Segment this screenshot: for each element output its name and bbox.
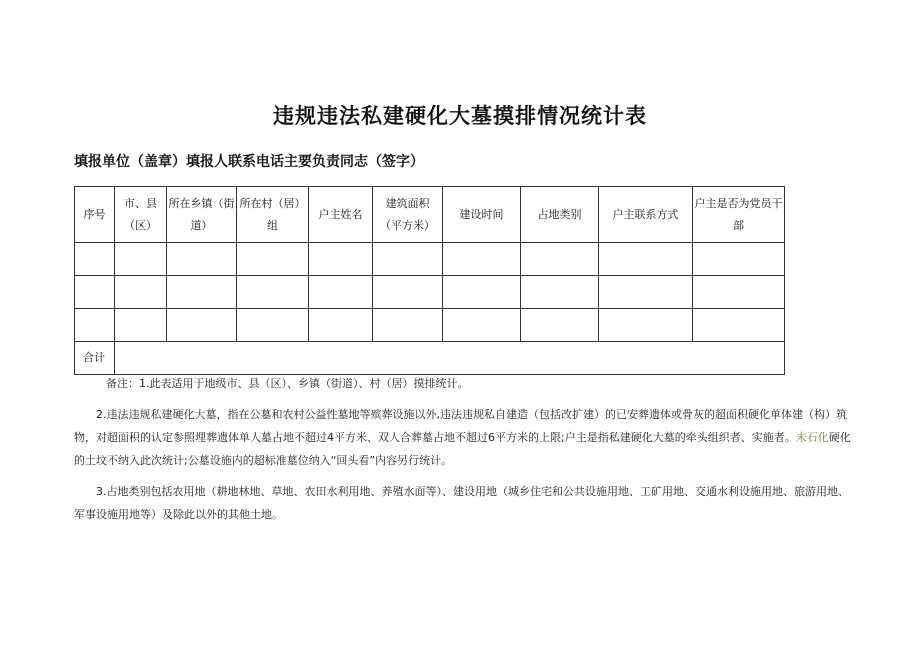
table-cell[interactable] [373,276,443,309]
document-title: 违规违法私建硬化大墓摸排情况统计表 [273,104,647,128]
table-cell[interactable] [521,309,599,342]
table-cell[interactable] [309,309,373,342]
table-cell[interactable] [443,309,521,342]
table-row [75,243,785,276]
table-cell[interactable] [373,309,443,342]
header-cell: 户主姓名 [309,187,373,243]
table-cell[interactable] [521,243,599,276]
table-cell[interactable] [373,243,443,276]
table-cell[interactable] [599,243,693,276]
table-row [75,309,785,342]
header-cell: 序号 [75,187,115,243]
table-cell[interactable] [115,309,167,342]
table-header-row [75,187,785,243]
table-cell[interactable] [167,243,237,276]
header-cell: 户主联系方式 [599,187,693,243]
table-row [75,276,785,309]
table-cell[interactable] [443,243,521,276]
table-cell[interactable] [237,243,309,276]
note-1: 备注：1.此表适用于地级市、县（区）、乡镇（街道）、村（居）摸排统计。 [106,377,469,390]
table-cell[interactable] [115,243,167,276]
form-header-line: 填报单位（盖章）填报人联系电话主要负责同志（签字） [74,154,424,170]
table-cell[interactable] [693,243,785,276]
header-cell: 市、县 （区） [115,187,167,243]
table-cell[interactable] [237,309,309,342]
header-cell: 占地类别 [521,187,599,243]
table-cell[interactable] [167,276,237,309]
total-label: 合计 [75,342,115,375]
table-cell[interactable] [237,276,309,309]
header-cell: 所在村（居） 组 [237,187,309,243]
table-cell[interactable] [443,276,521,309]
table-cell[interactable] [75,243,115,276]
notes-section [74,372,854,526]
table-cell[interactable] [75,309,115,342]
note-2-highlight: 未石化 [795,431,829,444]
table-cell[interactable] [693,309,785,342]
table-cell[interactable] [599,276,693,309]
note-2: 2.违法违规私建硬化大墓，指在公墓和农村公益性墓地等殡葬设施以外,违法违规私自建造（包括改扩建）的已安葬遗体或骨灰的超面积硬化单体建（构）筑物，对超面积的认定参照埋葬遗体单人墓占地不超过4平方米、双人合葬墓占地不超过6平方米的上限;户主是指私建硬化大墓的牵头组织者、实施者。未石化硬化的土坟不纳入此次统计;公墓设施内的超标准墓位纳入“回头看”内容另行统计。 [74,408,851,467]
table-cell[interactable] [599,309,693,342]
header-cell: 所在乡镇（街 道） [167,187,237,243]
table-cell[interactable] [115,276,167,309]
table-cell[interactable] [309,243,373,276]
statistics-table [74,186,785,375]
note-3: 3.占地类别包括农用地（耕地林地、草地、农田水利用地、养殖水面等）、建设用地（城乡住宅和公共设施用地、工矿用地、交通水利设施用地、旅游用地、军事设施用地等）及除此以外的其他土地。 [74,485,849,521]
table-cell[interactable] [309,276,373,309]
table-cell[interactable] [521,276,599,309]
table-cell[interactable] [693,276,785,309]
total-value-cell[interactable] [115,342,785,375]
table-cell[interactable] [167,309,237,342]
header-cell: 户主是否为党员干 部 [693,187,785,243]
total-row [75,342,785,375]
header-cell: 建筑面积 （平方米） [373,187,443,243]
header-cell: 建设时间 [443,187,521,243]
table-cell[interactable] [75,276,115,309]
